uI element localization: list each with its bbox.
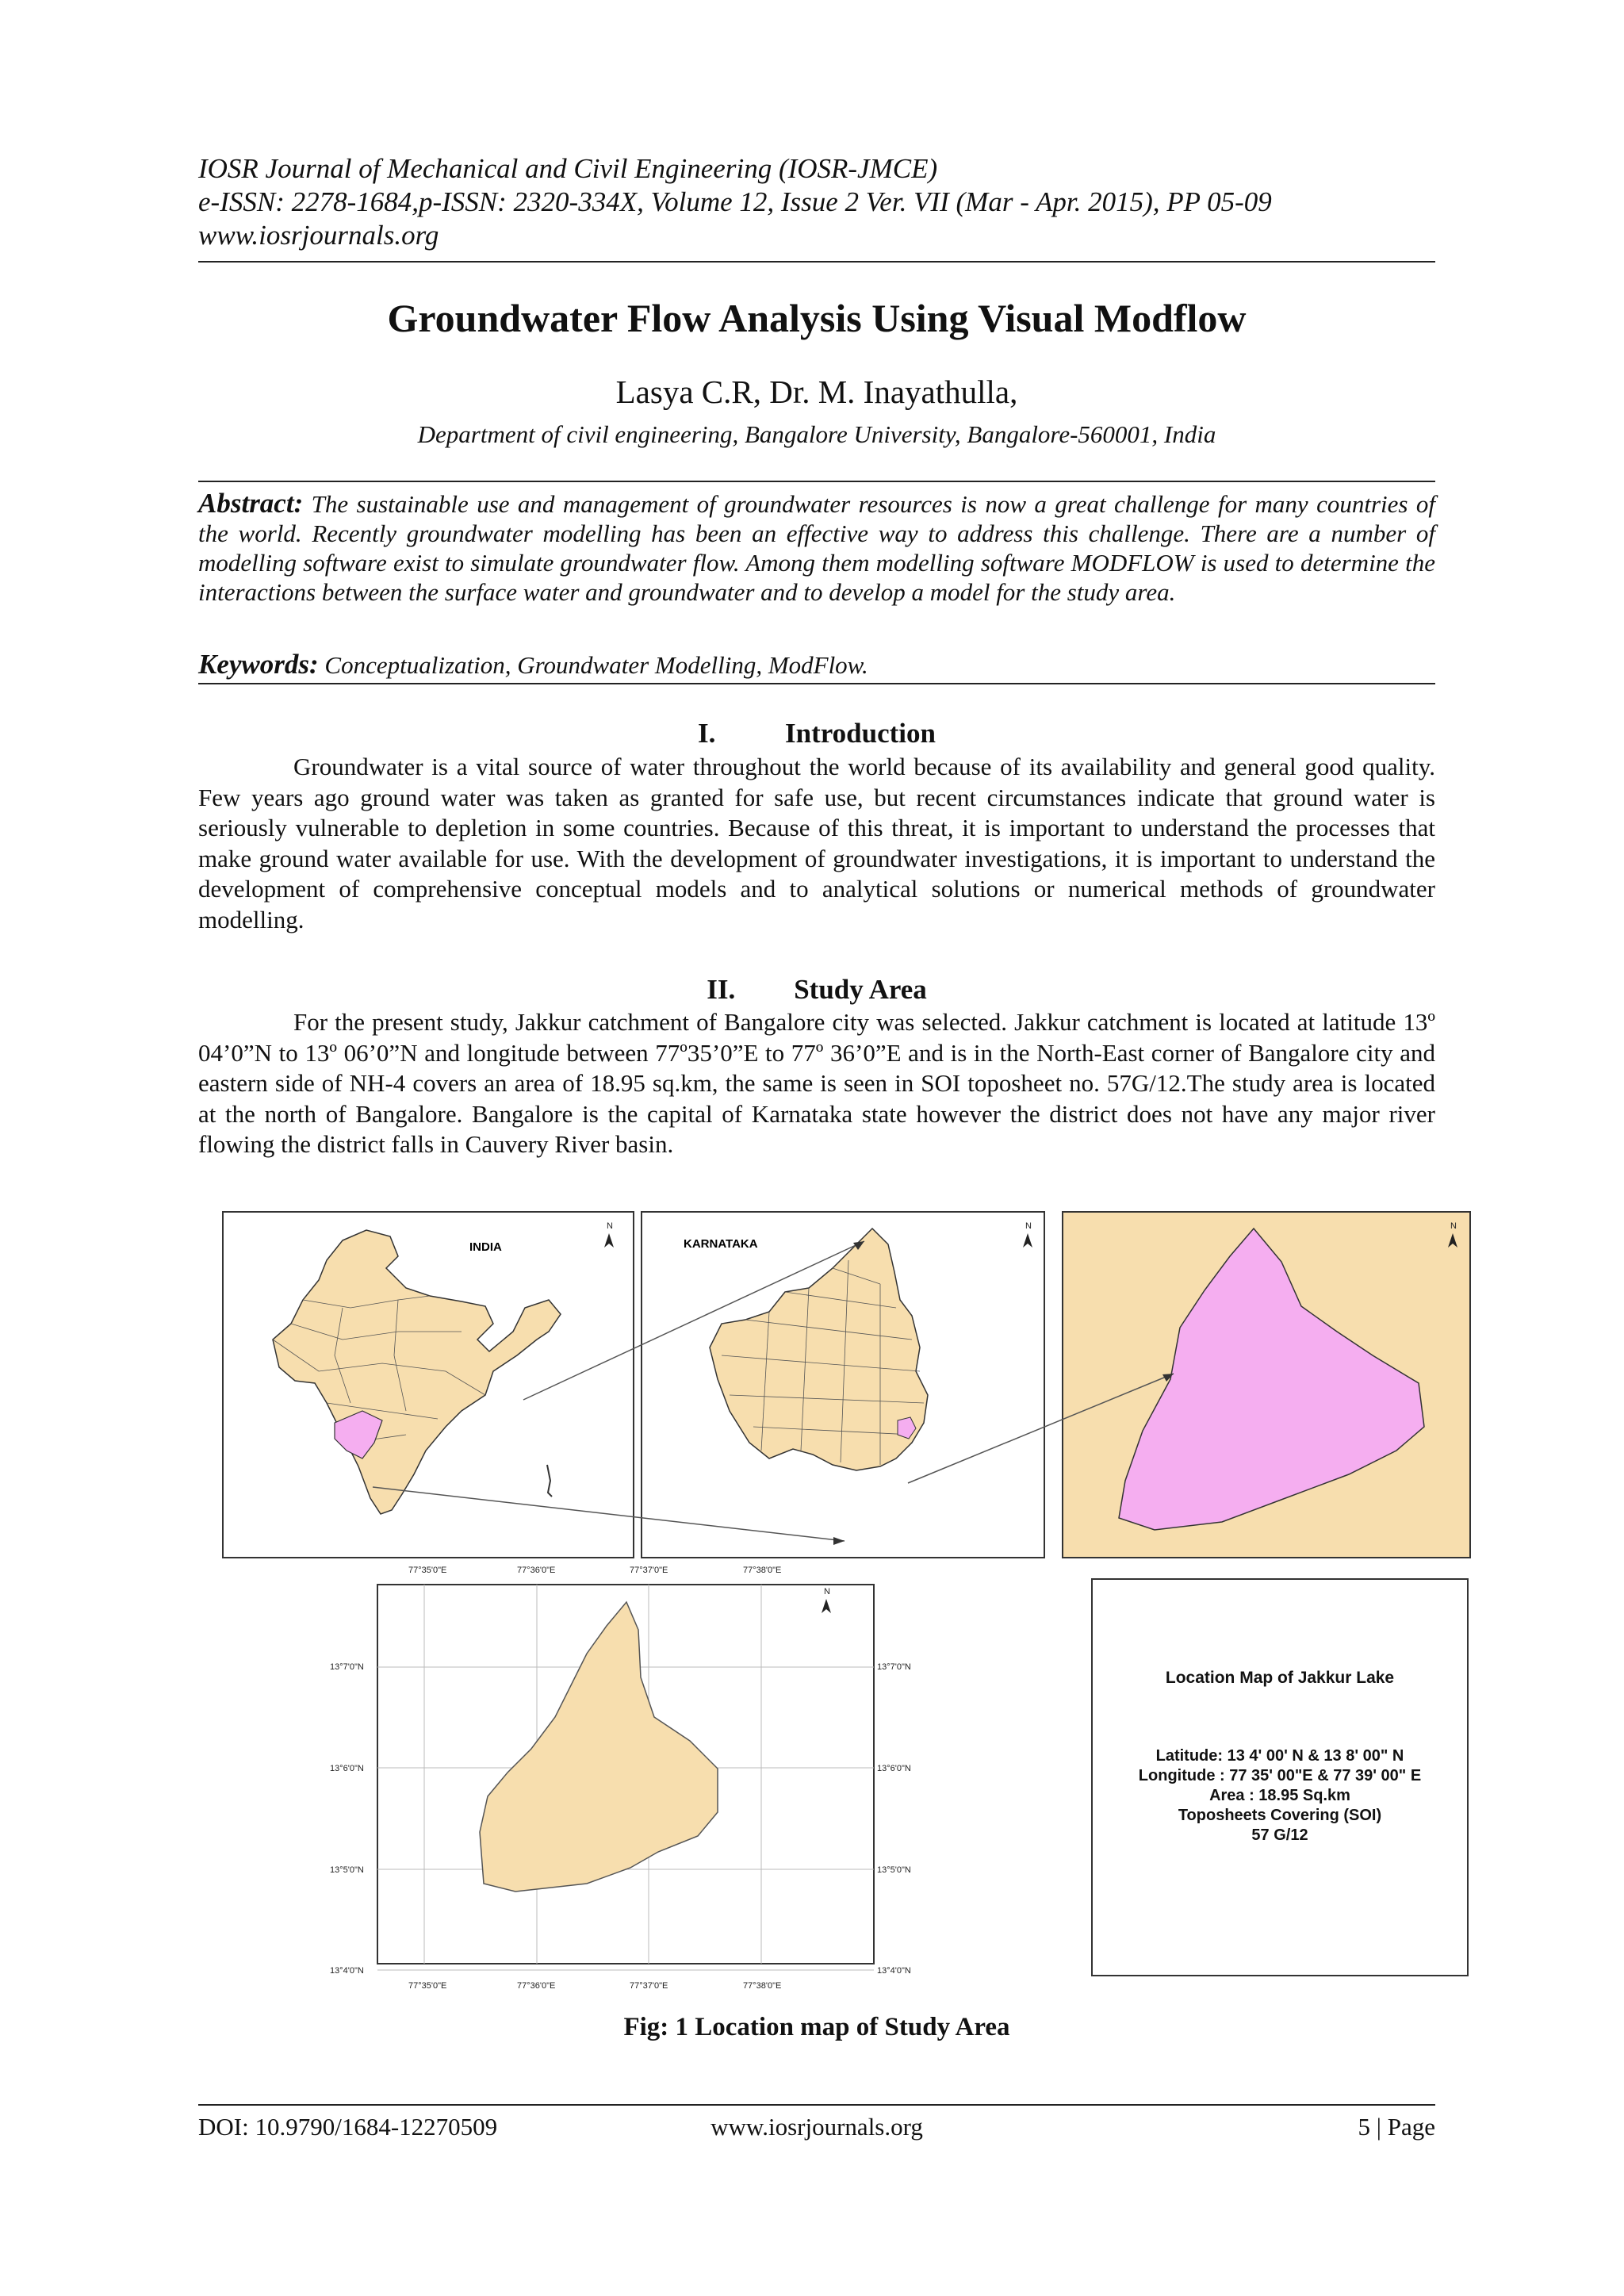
figure-caption: Fig: 1 Location map of Study Area [623,2013,1010,2041]
karnataka-label: KARNATAKA [684,1237,758,1251]
journal-website: www.iosrjournals.org [198,220,439,251]
footer-rule [198,2104,1435,2106]
journal-name: IOSR Journal of Mechanical and Civil Engineering (IOSR-JMCE) [198,153,938,184]
grid-map [317,1558,936,1995]
india-north-label: N [607,1221,613,1231]
abstract-label: Abstract: [198,488,304,519]
page-footer [198,2113,1435,2141]
grid-north-label: N [824,1587,830,1596]
karnataka-north-label: N [1025,1221,1032,1231]
catchment-north-label: N [1450,1221,1457,1231]
lon-top-2: 77°36'0"E [517,1566,556,1575]
legend-longitude: Longitude : 77 35' 00"E & 77 39' 00" E [1138,1767,1422,1784]
section-title: Introduction [785,718,936,749]
lon-top-3: 77°37'0"E [630,1566,668,1575]
introduction-text: Groundwater is a vital source of water throughout the world because of its availability and general good quality. Few years ago ground water was taken as granted for safe use, but recent circumstances indicate that ground water is seriously vulnerable to depletion in some countries. Because of this threat, it is important to understand the processes that make ground water available for use. With the development of groundwater investigations, it is important to understand the development of comprehensive conceptual models and to analytical solutions or numerical methods of groundwater modelling. [198,753,1435,933]
lat-right-2: 13°6'0"N [877,1764,911,1773]
lon-bottom-1: 77°35'0"E [408,1981,447,1991]
lat-right-3: 13°5'0"N [877,1865,911,1875]
lat-left-4: 13°4'0"N [330,1966,364,1976]
location-legend-box [1091,1578,1469,1976]
section-number: I. [698,718,716,749]
lon-bottom-2: 77°36'0"E [517,1981,556,1991]
lon-top-4: 77°38'0"E [743,1566,782,1575]
legend-title: Location Map of Jakkur Lake [1165,1669,1395,1687]
lon-bottom-4: 77°38'0"E [743,1981,782,1991]
lon-bottom-3: 77°37'0"E [630,1981,668,1991]
section-title: Study Area [794,974,927,1005]
legend-toposheets: Toposheets Covering (SOI) [1178,1807,1382,1824]
legend-latitude: Latitude: 13 4' 00' N & 13 8' 00" N [1155,1747,1404,1765]
grid-map-panel [317,1558,936,1995]
footer-page-number: 5 | Page [1358,2113,1435,2141]
abstract-text: The sustainable use and management of groundwater resources is now a great challenge for many countries of the world. Recently groundwater modelling has been an effective way to address this challenge. There are a number of modelling software exist to simulate groundwater flow. Among them modelling software MODFLOW is used to determine the interactions between the surface water and groundwater and to develop a model for the study area. [198,490,1435,606]
legend-area: Area : 18.95 Sq.km [1209,1787,1350,1804]
study-area-text: For the present study, Jakkur catchment of Bangalore city was selected. Jakkur catchment is located at latitude 13º 04’0”N to 13º 06’0”N and longitude between 77º35’0”E to 77º 36’0”E and is in the North-East corner of Bangalore city and eastern side of NH-4 covers an area of 18.95 sq.km, the same is seen in SOI toposheet no. 57G/12.The study area is located at the north of Bangalore. Bangalore is the capital of Karnataka state however the district does not have any major river flowing the district falls in Cauvery River basin. [198,1008,1435,1158]
india-label: INDIA [469,1240,502,1254]
legend-sheet: 57 G/12 [1251,1826,1308,1844]
affiliation: Department of civil engineering, Bangalore University, Bangalore-560001, India [417,420,1216,448]
footer-doi: DOI: 10.9790/1684-12270509 [198,2113,498,2141]
paper-title: Groundwater Flow Analysis Using Visual Modflow [387,296,1247,340]
authors: Lasya C.R, Dr. M. Inayathulla, [615,374,1018,410]
journal-issn: e-ISSN: 2278-1684,p-ISSN: 2320-334X, Volume 12, Issue 2 Ver. VII (Mar - Apr. 2015), PP 05-09 [198,186,1272,217]
lat-left-2: 13°6'0"N [330,1764,364,1773]
lat-left-1: 13°7'0"N [330,1662,364,1672]
lon-top-1: 77°35'0"E [408,1566,447,1575]
footer-website: www.iosrjournals.org [710,2113,923,2141]
lat-left-3: 13°5'0"N [330,1865,364,1875]
keywords-text: Conceptualization, Groundwater Modelling, ModFlow. [318,651,868,679]
lat-right-4: 13°4'0"N [877,1966,911,1976]
keywords-label: Keywords: [198,649,319,680]
lat-right-1: 13°7'0"N [877,1662,911,1672]
section-number: II. [707,974,736,1005]
